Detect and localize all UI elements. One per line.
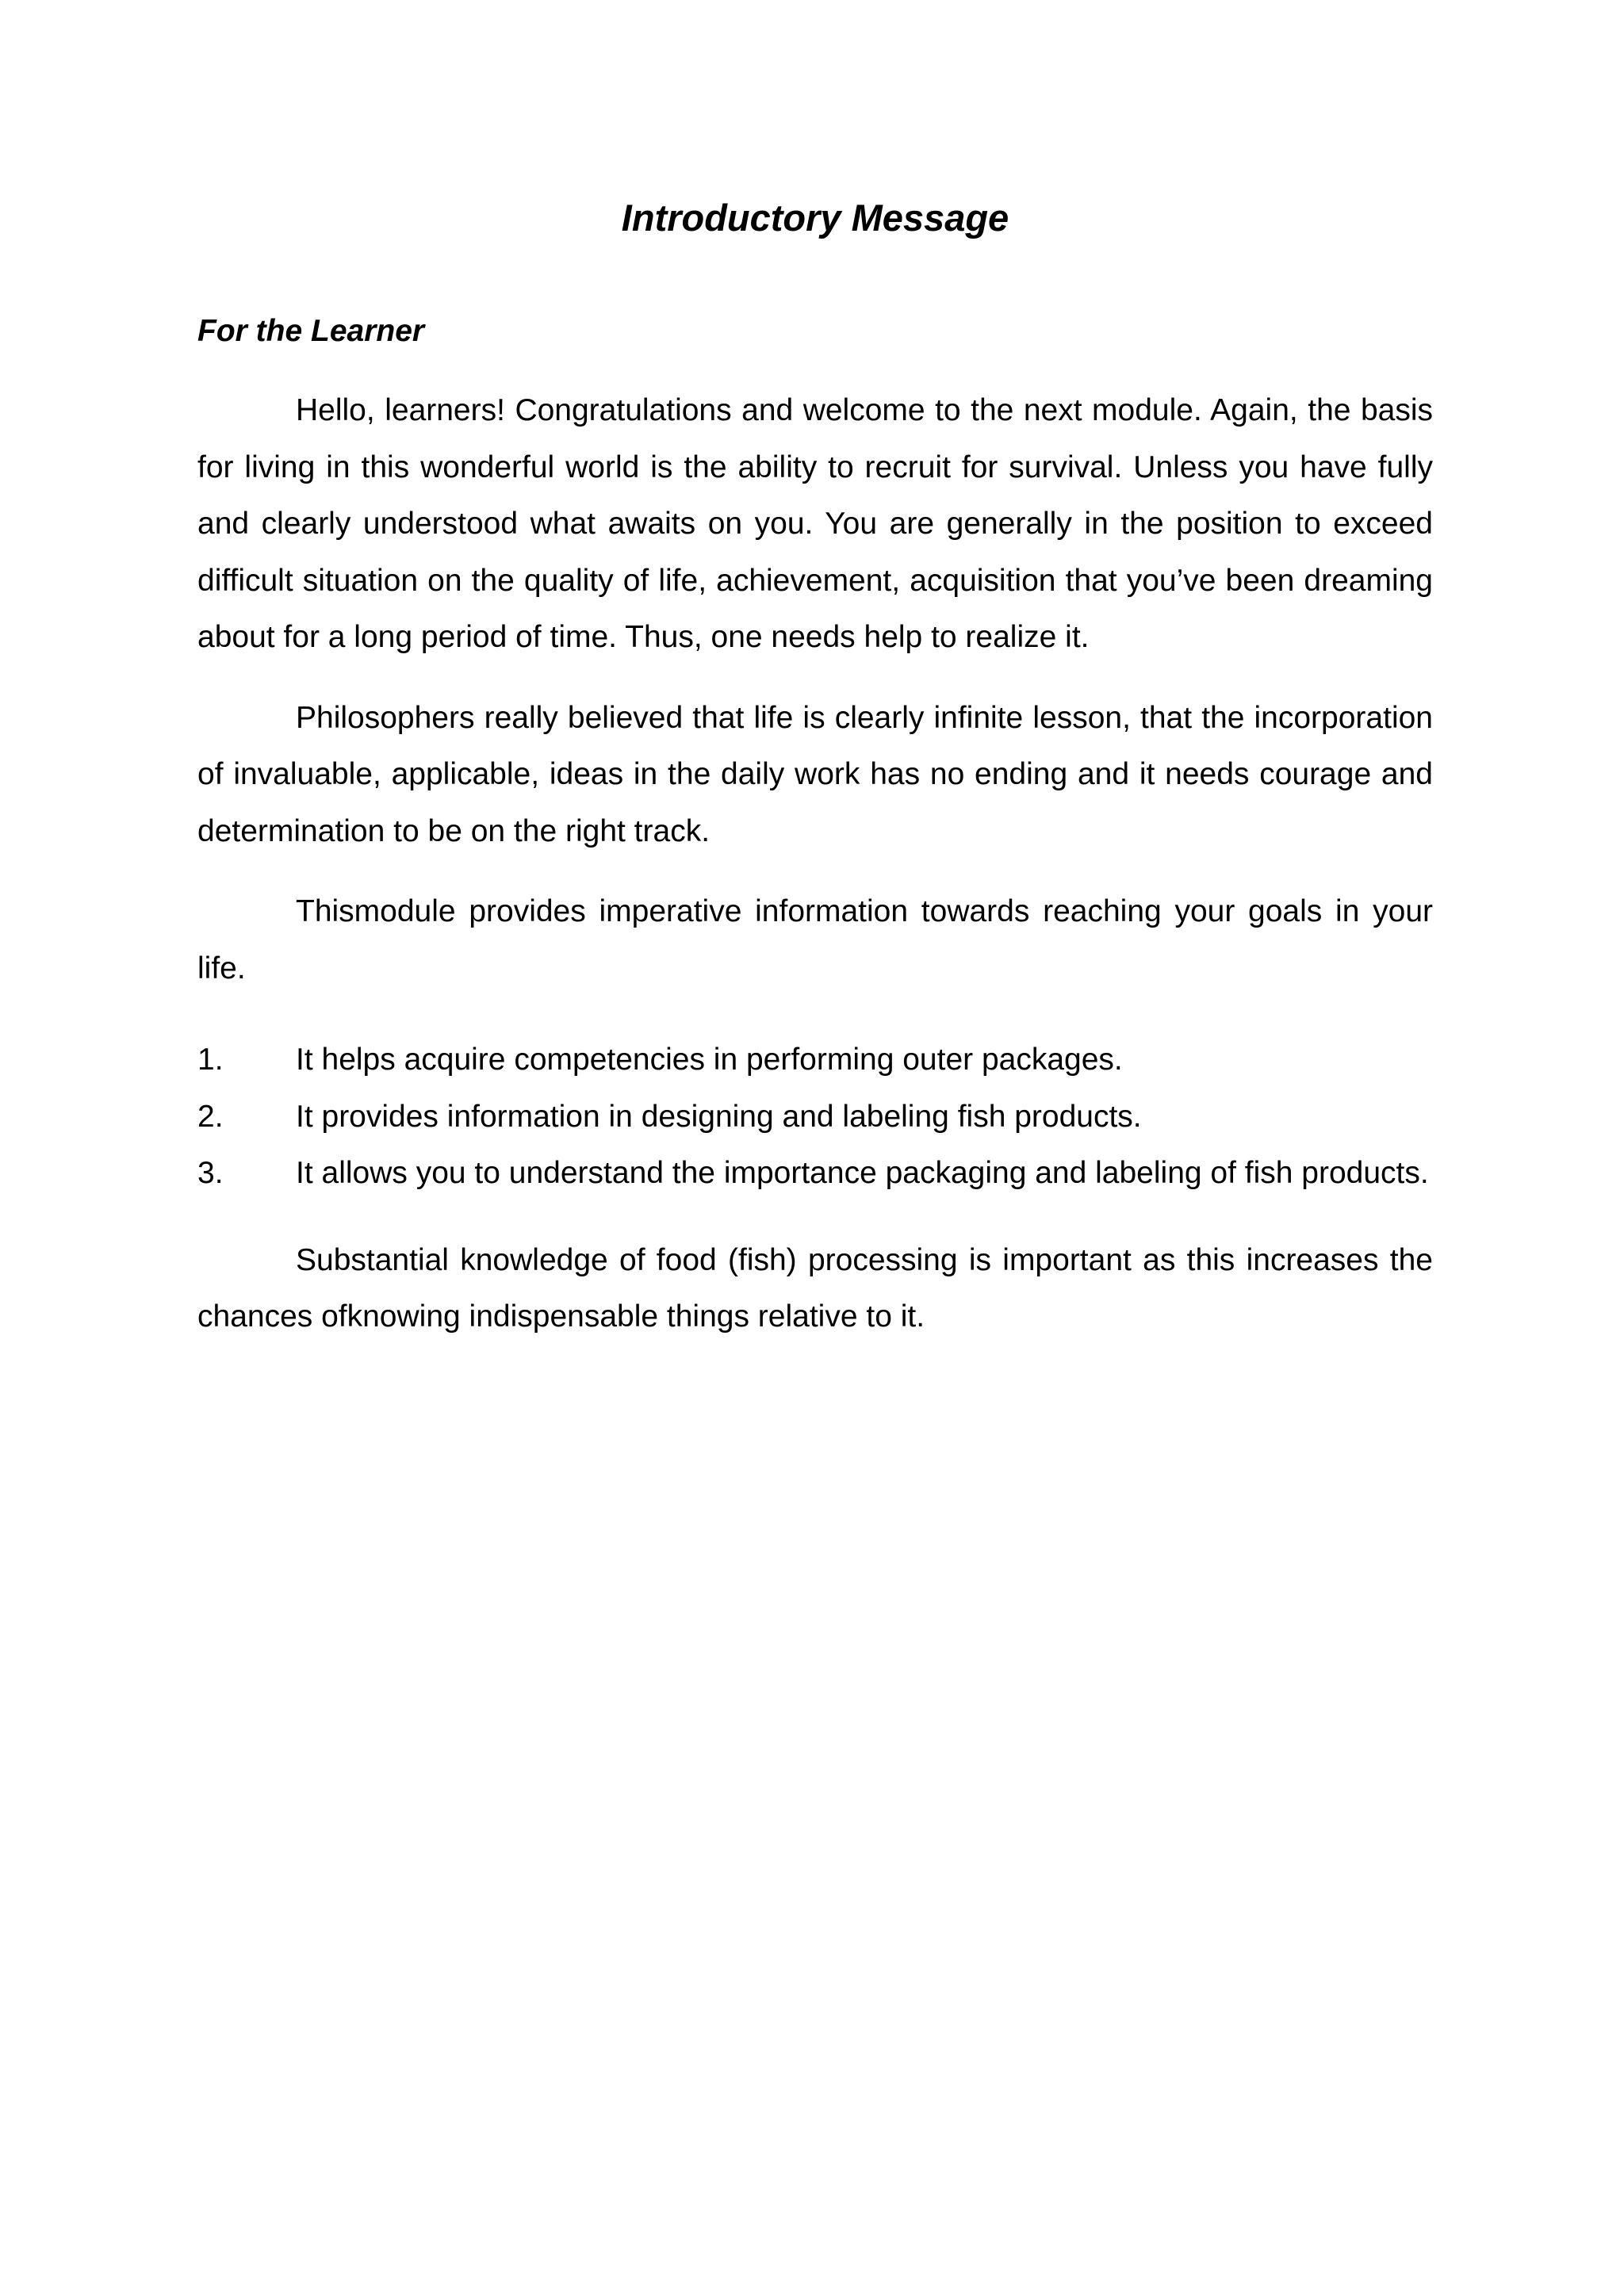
list-item-text: It allows you to understand the importance packaging and labeling of fish products.	[296, 1156, 1429, 1190]
paragraph-greeting: Hello, learners! Congratulations and welcome to the next module. Again, the basis for living in this wonderful world is the ability to recruit for survival. Unless you have fully and clearly understood what awaits on you. You are generally in the position to exceed difficult situation on the quality of life, achievement, acquisition that you’ve been dreaming about for a long period of time. Thus, one needs help to realize it.	[197, 393, 1433, 654]
page-content	[197, 190, 1433, 1345]
paragraph-closing: Substantial knowledge of food (fish) processing is important as this increases the chances ofknowing indispensable things relative to it.	[197, 1242, 1433, 1334]
list-item-number: 3.	[197, 1156, 224, 1190]
list-item-text: It provides information in designing and labeling fish products.	[296, 1099, 1142, 1134]
paragraph-module-purpose: Thismodule provides imperative information towards reaching your goals in your life.	[197, 894, 1433, 985]
benefits-list	[197, 1031, 1433, 1202]
list-item-text: It helps acquire competencies in performing outer packages.	[296, 1043, 1123, 1077]
paragraph-philosophers: Philosophers really believed that life is clearly infinite lesson, that the incorporation of invaluable, applicable, ideas in the daily work has no ending and it needs courage and determination to be on the right track.	[197, 700, 1433, 848]
section-heading: For the Learner	[197, 314, 425, 348]
page-title: Introductory Message	[621, 197, 1009, 239]
list-item	[197, 1089, 1433, 1146]
list-item	[197, 1145, 1433, 1202]
list-item	[197, 1031, 1433, 1089]
list-item-number: 2.	[197, 1099, 224, 1134]
list-item-number: 1.	[197, 1043, 224, 1077]
